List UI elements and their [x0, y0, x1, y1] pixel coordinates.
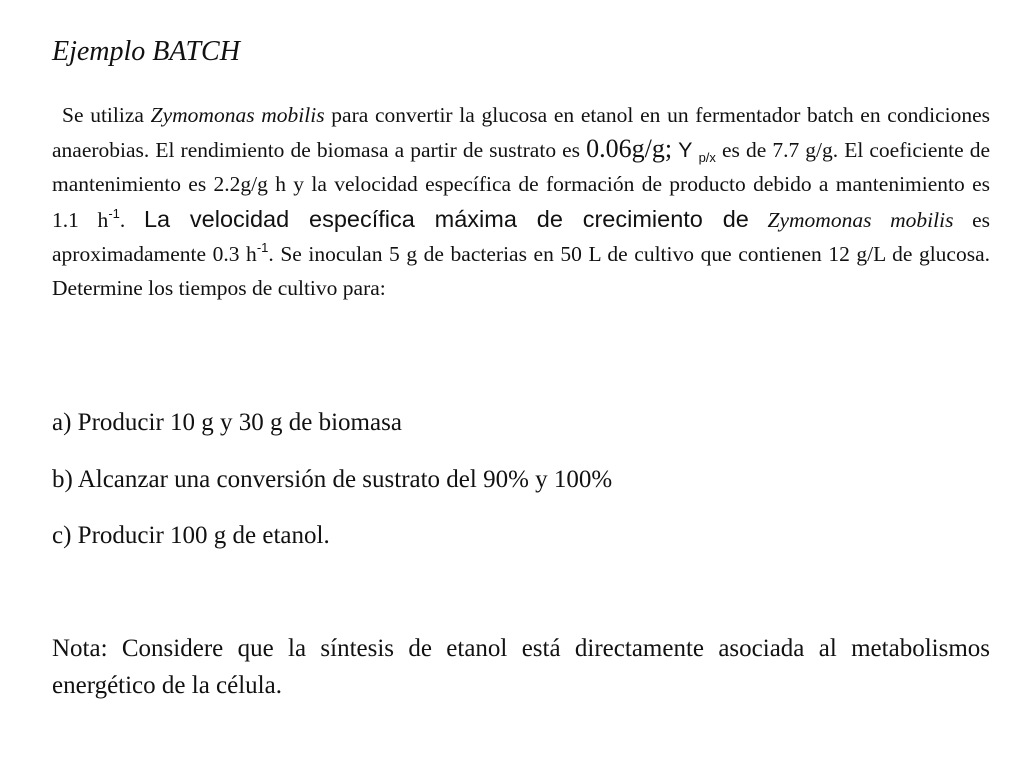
question-a: a) Producir 10 g y 30 g de biomasa: [52, 409, 402, 436]
problem-text-0: Se utiliza: [62, 103, 151, 127]
max-growth-rate-text: La velocidad específica máxima de crecimiento de: [143, 205, 749, 232]
question-c: c) Producir 100 g de etanol.: [52, 522, 330, 549]
question-b: b) Alcanzar una conversión de sustrato del 90% y 100%: [52, 466, 613, 493]
slide-title: Ejemplo BATCH: [52, 36, 240, 67]
unit-exponent-1: -1: [108, 205, 120, 221]
problem-text-8: .: [119, 207, 144, 232]
note-text: Nota: Considere que la síntesis de etanol está directamente asociada al metabolismos energético de la célula.: [52, 635, 990, 699]
unit-exponent-2: -1: [256, 239, 269, 255]
yield-subscript: p/x: [698, 150, 716, 166]
problem-text-13: . Se inoculan 5 g de bacterias en 50 L de cultivo que contienen 12 g/L de glucosa. Determine los tiempos de cultivo para:: [52, 241, 990, 301]
organism-name: Zymomonas mobilis: [150, 103, 325, 127]
slide: [52, 0, 990, 768]
organism-name-2: Zymomonas mobilis: [767, 207, 954, 232]
problem-statement: [52, 98, 990, 305]
problem-text-2: para convertir la glucosa en etanol en un fermentador batch en condiciones anaerobias. El rendimiento de biomasa a partir de sustrato es: [52, 103, 990, 163]
biomass-yield-value: 0.06g/g;: [586, 134, 673, 164]
problem-text-6: es de 7.7 g/g. El coeficiente de mantenimiento es 2.2g/g h y la velocidad específica de formación de producto debido a mantenimiento es 1.1 h: [52, 138, 991, 232]
yield-symbol: Y: [678, 138, 693, 163]
problem-text-11: es aproximadamente 0.3 h: [52, 207, 991, 266]
